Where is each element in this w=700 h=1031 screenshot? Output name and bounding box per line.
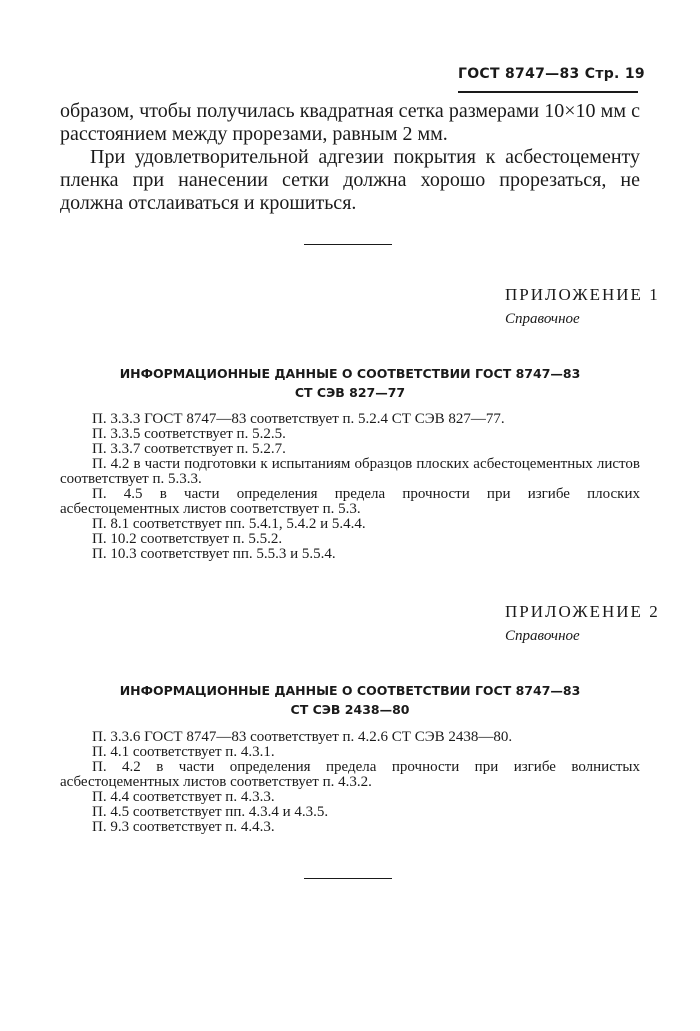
appendix-1-label: ПРИЛОЖЕНИЕ 1: [505, 285, 660, 304]
list-item-text: П. 4.2 в части определения предела прочности при изгибе волнистых асбестоцементных листов соответствует п. 4.3.2.: [60, 759, 640, 790]
page-header: ГОСТ 8747—83 Стр. 19: [458, 66, 645, 82]
list-item: П. 4.1 соответствует п. 4.3.1.: [92, 744, 275, 760]
list-item-text: П. 4.5 в части определения предела прочности при изгибе плоских асбестоцементных листов соответствует п. 5.3.: [60, 486, 640, 517]
appendix-2-items: [60, 729, 640, 835]
list-item: [60, 457, 640, 487]
intro-paragraph: При удовлетворительной адгезии покрытия к асбестоцементу пленка при нанесении сетки должна хорошо прорезаться, не должна отслаиваться и крошиться.: [60, 146, 640, 214]
appendix-2-title-line2: СТ СЭВ 2438—80: [290, 702, 410, 717]
list-item: П. 4.4 соответствует п. 4.3.3.: [92, 789, 275, 805]
appendix-2-type: Справочное: [505, 628, 580, 644]
appendix-2-title: [60, 681, 640, 719]
list-item: П. 8.1 соответствует пп. 5.4.1, 5.4.2 и 5.4.4.: [92, 516, 366, 532]
separator-line: [304, 878, 392, 879]
list-item: П. 3.3.5 соответствует п. 5.2.5.: [92, 426, 286, 442]
list-item: П. 4.5 соответствует пп. 4.3.4 и 4.3.5.: [92, 804, 329, 820]
appendix-1-heading: [505, 283, 660, 331]
list-item-text: П. 4.2 в части подготовки к испытаниям образцов плоских асбестоцементных листов соответствует п. 5.3.3.: [60, 456, 640, 487]
appendix-2-heading: [505, 600, 660, 648]
list-item: П. 10.3 соответствует пп. 5.5.3 и 5.5.4.: [92, 546, 336, 562]
separator-line: [304, 244, 392, 245]
list-item: П. 10.2 соответствует п. 5.5.2.: [92, 531, 283, 547]
appendix-1-title-line2: СТ СЭВ 827—77: [294, 385, 406, 400]
appendix-2-label: ПРИЛОЖЕНИЕ 2: [505, 602, 660, 621]
list-item: [60, 760, 640, 790]
list-item: П. 3.3.7 соответствует п. 5.2.7.: [92, 441, 286, 457]
header-rule: [458, 91, 638, 93]
list-item: П. 3.3.6 ГОСТ 8747—83 соответствует п. 4.2.6 СТ СЭВ 2438—80.: [92, 729, 513, 745]
appendix-1-items: [60, 411, 640, 562]
intro-paragraph: образом, чтобы получилась квадратная сетка размерами 10×10 мм с расстоянием между прорезами, равным 2 мм.: [60, 100, 640, 145]
appendix-2-title-line1: ИНФОРМАЦИОННЫЕ ДАННЫЕ О СООТВЕТСТВИИ ГОСТ 8747—83: [119, 683, 581, 698]
appendix-1-type: Справочное: [505, 311, 580, 327]
list-item: [60, 487, 640, 517]
intro-text: [60, 100, 640, 215]
appendix-1-title: [60, 364, 640, 402]
appendix-1-title-line1: ИНФОРМАЦИОННЫЕ ДАННЫЕ О СООТВЕТСТВИИ ГОСТ 8747—83: [119, 366, 581, 381]
list-item: П. 3.3.3 ГОСТ 8747—83 соответствует п. 5.2.4 СТ СЭВ 827—77.: [92, 411, 505, 427]
list-item: П. 9.3 соответствует п. 4.4.3.: [92, 819, 275, 835]
